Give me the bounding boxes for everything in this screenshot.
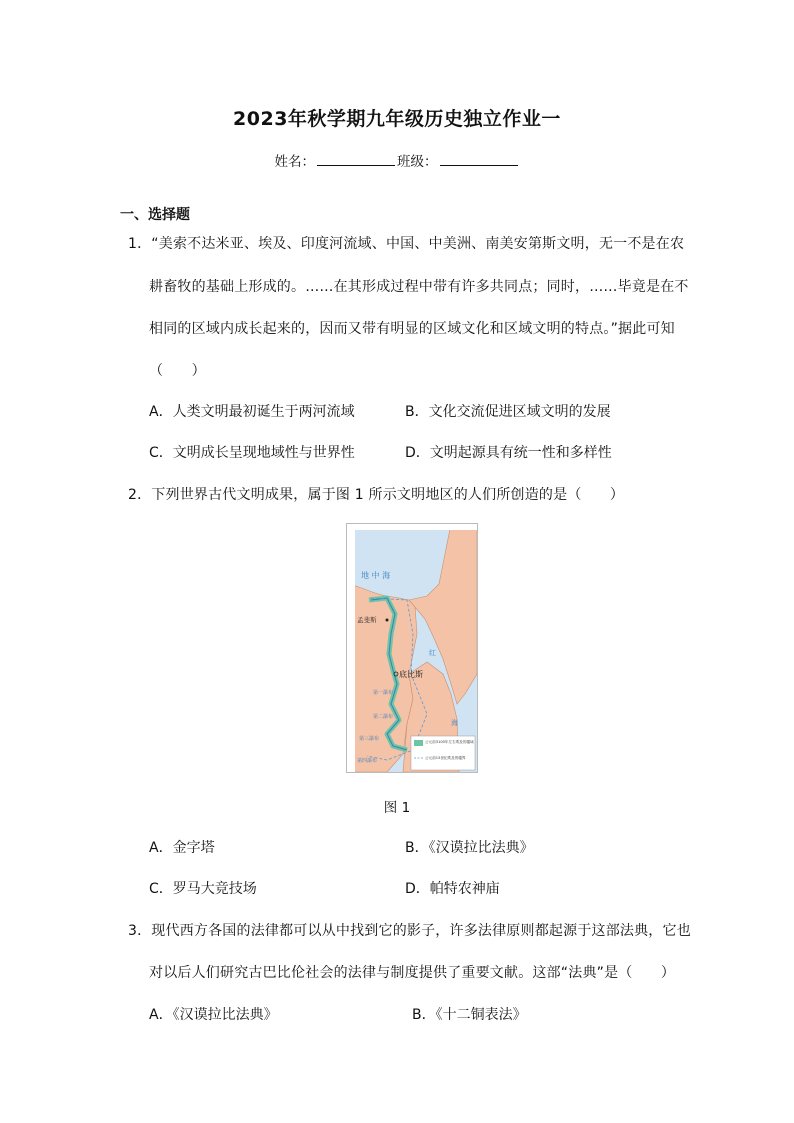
q3-option-b[interactable]: B．《十二铜表法》 (412, 1007, 527, 1023)
q1-line-3: 相同的区域内成长起来的，因而又带有明显的区域文化和区域文明的特点。”据此可知 (149, 321, 675, 337)
figure-caption: 图 1 (383, 800, 411, 816)
map-margin-top (347, 524, 477, 530)
q1-option-a[interactable]: A．人类文明最初诞生于两河流域 (149, 404, 355, 420)
egypt-map-svg (347, 524, 477, 772)
cataract-1-label: 第一瀑布 (373, 690, 394, 696)
name-blank[interactable] (317, 152, 395, 166)
map-margin (347, 524, 355, 772)
q1-option-b[interactable]: B．文化交流促进区域文明的发展 (405, 404, 611, 420)
legend-label-territory: 公元前3100年左右埃及的疆域 (425, 740, 474, 744)
legend-swatch-territory (414, 740, 423, 746)
memphis-label: 孟斐斯 (357, 616, 377, 624)
red-sea-label-1: 红 (429, 649, 436, 657)
cataract-2-label: 第二瀑布 (373, 714, 394, 720)
q2-option-b[interactable]: B．《汉谟拉比法典》 (405, 840, 534, 856)
q2-option-d[interactable]: D．帕特农神庙 (405, 881, 500, 897)
class-blank[interactable] (440, 152, 518, 166)
q2-option-a[interactable]: A．金字塔 (149, 840, 215, 856)
red-sea-label-2: 海 (451, 719, 458, 727)
student-info-line (0, 150, 794, 170)
cataract-3-label: 第三瀑布 (359, 736, 380, 742)
name-label: 姓名： (274, 154, 315, 170)
section-title: 一、选择题 (120, 207, 190, 223)
class-label: 班级： (397, 154, 438, 170)
page-title: 2023年秋学期九年级历史独立作业一 (233, 108, 561, 130)
mediterranean-label: 地 中 海 (361, 571, 391, 580)
q1-option-c[interactable]: C．文明成长呈现地域性与世界性 (149, 445, 355, 461)
legend-label-border: 公元前15世纪埃及的疆界 (425, 756, 466, 760)
thebes-label: 底比斯 (399, 670, 423, 679)
q3-option-a[interactable]: A．《汉谟拉比法典》 (149, 1007, 278, 1023)
q1-line-2: 耕畜牧的基础上形成的。……在其形成过程中带有许多共同点；同时，……毕竟是在不 (149, 279, 689, 295)
q1-answer-paren: （ ） (149, 363, 206, 379)
cataract-4-label: 第四瀑布 (357, 758, 378, 764)
q2-line-1: 2．下列世界古代文明成果，属于图 1 所示文明地区的人们所创造的是（ ） (128, 487, 625, 503)
q3-line-1: 3．现代西方各国的法律都可以从中找到它的影子，许多法律原则都起源于这部法典，它也 (128, 923, 691, 939)
q1-line-1: 1．“美索不达米亚、埃及、印度河流域、中国、中美洲、南美安第斯文明，无一不是在农 (128, 236, 685, 252)
q2-option-c[interactable]: C．罗马大竞技场 (149, 881, 257, 897)
memphis-dot (386, 619, 389, 622)
egypt-map (346, 523, 478, 773)
q3-line-2: 对以后人们研究古巴比伦社会的法律与制度提供了重要文献。这部“法典”是（ ） (149, 965, 676, 981)
q1-option-d[interactable]: D．文明起源具有统一性和多样性 (405, 445, 612, 461)
